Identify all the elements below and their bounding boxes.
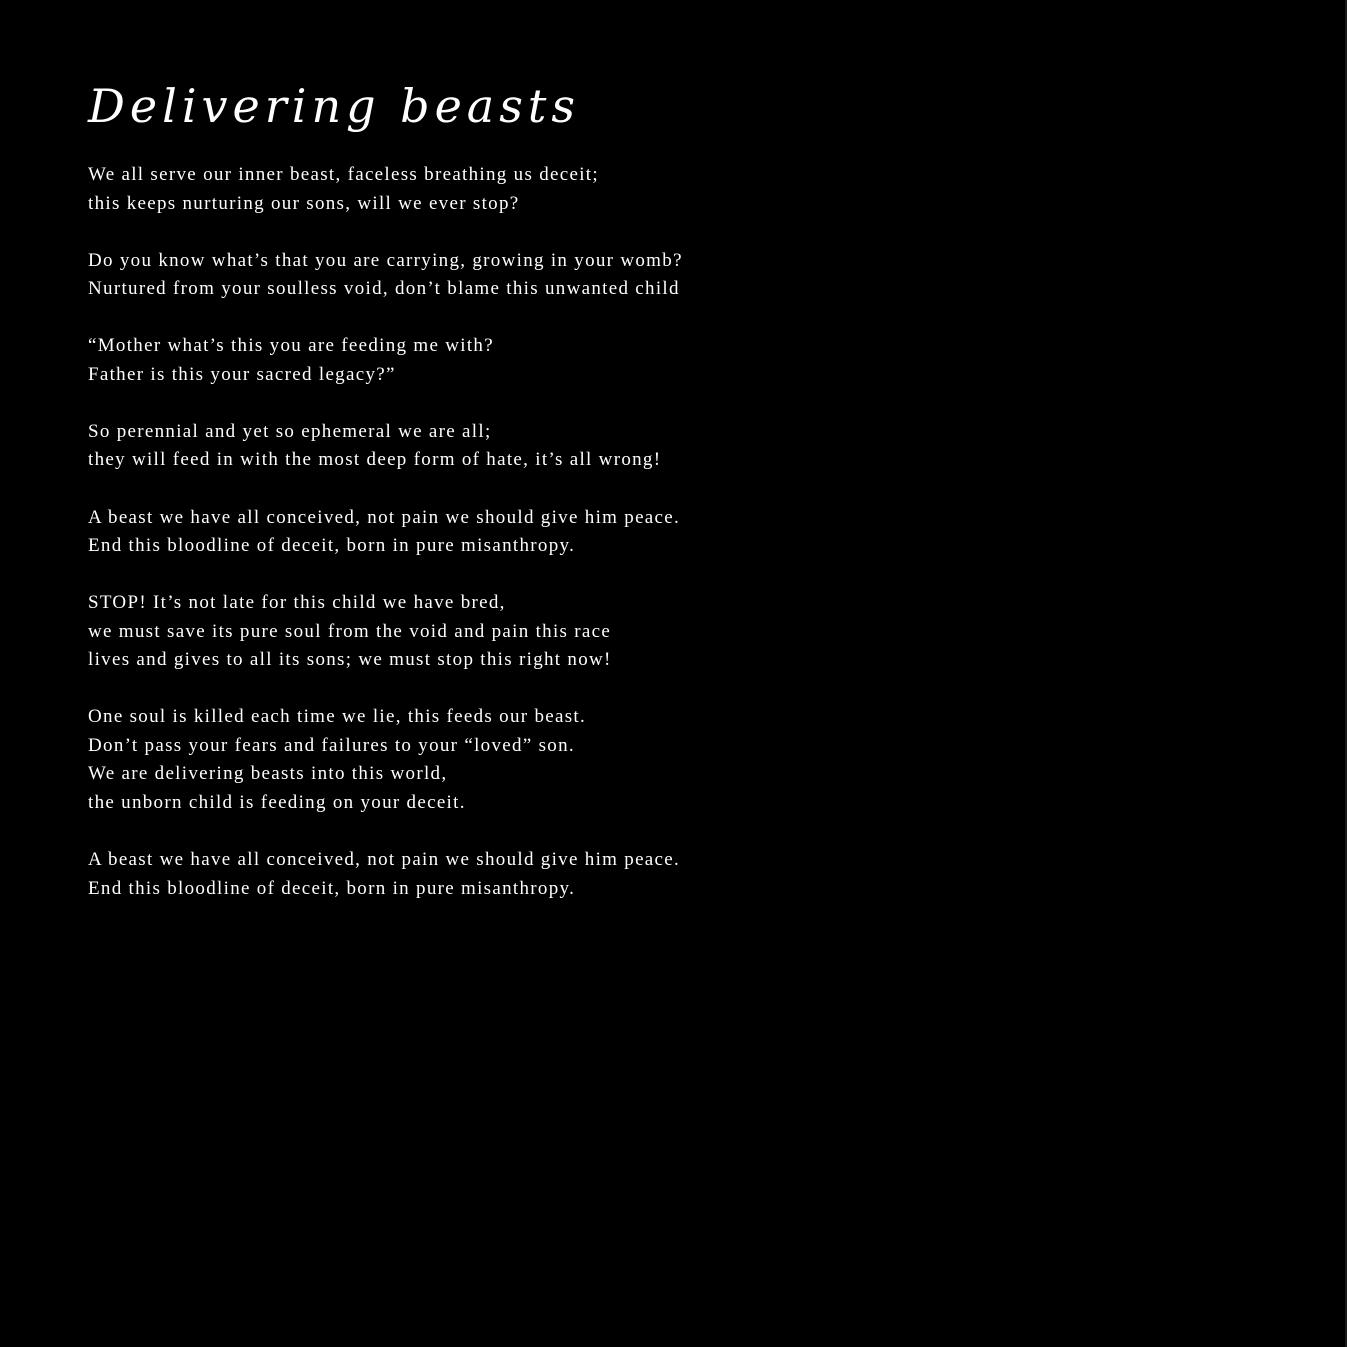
poem-line: they will feed in with the most deep form of hate, it’s all wrong!	[88, 449, 662, 471]
stanza	[88, 589, 788, 675]
poem-line: End this bloodline of deceit, born in pure misanthropy.	[88, 535, 576, 557]
stanza	[88, 161, 788, 218]
stanza	[88, 504, 788, 561]
poem-line: A beast we have all conceived, not pain we should give him peace.	[88, 849, 681, 871]
poem-line: Father is this your sacred legacy?”	[88, 363, 396, 385]
stanza	[88, 247, 788, 304]
poem-line: this keeps nurturing our sons, will we ever stop?	[88, 192, 520, 214]
poem-body	[88, 161, 788, 932]
poem-line: STOP! It’s not late for this child we have bred,	[88, 592, 506, 614]
poem-line: We are delivering beasts into this world,	[88, 763, 448, 785]
poem-line: A beast we have all conceived, not pain we should give him peace.	[88, 506, 681, 528]
poem-line: End this bloodline of deceit, born in pure misanthropy.	[88, 877, 576, 899]
stanza	[88, 846, 788, 903]
poem-line: we must save its pure soul from the void and pain this race	[88, 620, 612, 642]
poem-line: Don’t pass your fears and failures to your “loved” son.	[88, 734, 575, 756]
poem-line: lives and gives to all its sons; we must stop this right now!	[88, 649, 612, 671]
stanza	[88, 332, 788, 389]
poem-line: We all serve our inner beast, faceless breathing us deceit;	[88, 164, 599, 185]
poem-title: Delivering beasts	[88, 79, 580, 133]
poem-line: the unborn child is feeding on your deceit.	[88, 792, 466, 814]
poem-line: So perennial and yet so ephemeral we are all;	[88, 420, 492, 442]
poem-line: Nurtured from your soulless void, don’t blame this unwanted child	[88, 278, 680, 300]
stanza	[88, 418, 788, 475]
stanza	[88, 703, 788, 817]
poem-line: “Mother what’s this you are feeding me with?	[88, 335, 494, 357]
poem-line: One soul is killed each time we lie, this feeds our beast.	[88, 706, 587, 728]
poem-line: Do you know what’s that you are carrying, growing in your womb?	[88, 249, 683, 271]
